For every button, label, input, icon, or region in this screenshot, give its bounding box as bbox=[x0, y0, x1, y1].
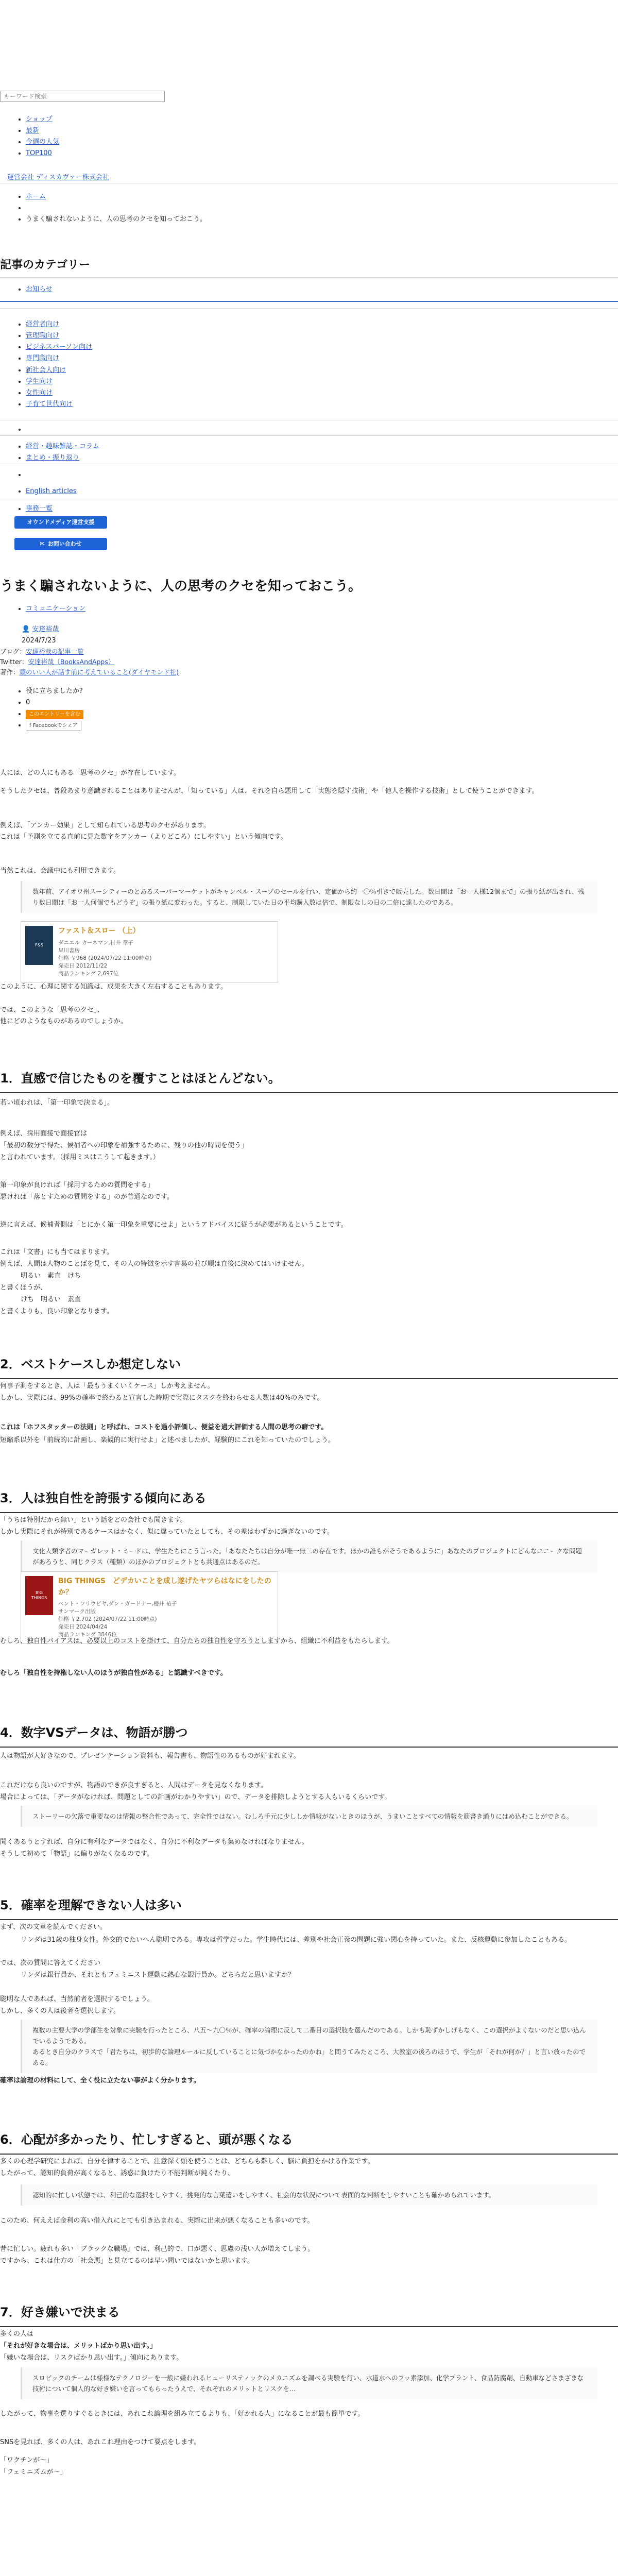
body-para: 何事予測をするとき、人は「最もうまくいくケース」しか考えません。 bbox=[0, 1382, 214, 1390]
quote-block: 数年前、アイオワ州スーシティーのとあるスーパーマーケットがキャンベル・スープのセールを行い、定価から約一〇％引きで販売した。数日間は「お一人様12個まで」の張り紙が出され、残り数日間は「お一人何個でもどうぞ」の張り紙に変わった。すると、制限していた日の平均購入数は倍で、制限なしの日の二倍に達したのである。 bbox=[21, 881, 597, 913]
body-para: 昔に忙しい。疲れも多い「ブラックな職場」では、利己的で、口が悪く、思慮の浅い人が増えてしまう。 bbox=[0, 2245, 315, 2253]
body-para: けち 明るい 素直 bbox=[21, 1296, 81, 1303]
article-tag-link[interactable]: コミュニケーション bbox=[26, 605, 86, 613]
hatena-bookmark-button[interactable]: このエントリーを含む bbox=[26, 710, 83, 719]
twitter-label: Twitter： bbox=[0, 658, 28, 666]
book-publisher: 早川書房 bbox=[58, 947, 80, 954]
book-card[interactable] bbox=[21, 1571, 278, 1643]
intro-para: 当然これは、会議中にも利用できます。 bbox=[0, 867, 120, 875]
body-para: 他にどのようなものがあるのでしょうか。 bbox=[0, 1018, 128, 1025]
body-para: では、次の質問に答えてください bbox=[0, 1959, 101, 1967]
intro-para: 例えば、「アンカー効果」として知られている思考のクセがあります。 bbox=[0, 822, 210, 829]
body-para: しかし実際にそれが特別であるケースはかなく、似に違っていたとしても、その差はわずかに過ぎないのです。 bbox=[0, 1528, 334, 1536]
category-item[interactable]: 管理職向け bbox=[26, 332, 60, 340]
body-para: 例えば、採用面接で面接官は bbox=[0, 1130, 88, 1138]
search-input[interactable] bbox=[0, 91, 165, 102]
body-para: このように、心理に関する知識は、成果を大きく左右することもあります。 bbox=[0, 983, 227, 991]
book-card[interactable] bbox=[21, 921, 278, 982]
category-item[interactable]: 専門職向け bbox=[26, 354, 60, 363]
quote-block: 認知的に忙しい状態では、利己的な選択をしやすく、挑発的な言葉遣いをしやすく、社会的な状況について表面的な判断をしやすいことも確かめられています。 bbox=[21, 2184, 597, 2206]
body-para: 聞くあるうとすれば、自分に有利なデータではなく、自分に不利なデータも集めなければなりません。 bbox=[0, 1838, 308, 1846]
body-para: 聡明な人であれば、当然前者を選択するでしょう。 bbox=[0, 1995, 154, 2003]
nav-weekly-link[interactable]: 今週の人気 bbox=[26, 138, 60, 146]
intro-para: 人には、どの人にもある「思考のクセ」が存在しています。 bbox=[0, 769, 180, 777]
facebook-icon: f bbox=[29, 723, 31, 729]
mail-icon: ✉ bbox=[40, 540, 45, 548]
body-para: このため、何ええば金利の高い借入れにとても引き込まれる、実際に出来が悪くなることも多いのです。 bbox=[0, 2217, 314, 2225]
body-para: 若い頃われは、「第一印象で決まる」。 bbox=[0, 1099, 114, 1107]
body-para: 多くの人は bbox=[0, 2330, 34, 2338]
owned-media-label: オウンドメディア運営支援 bbox=[27, 519, 95, 526]
body-para: リンダは銀行員か、それともフェミニスト運動に熱心な銀行員か。どちらだと思いますか？ bbox=[21, 1971, 295, 1979]
quote-block: ストーリーの欠落で重要なのは情報の整合性であって、完全性ではない。むしろ手元に少ししか情報がないときのほうが、うまいことすべての情報を筋書き通りにはめ込むことができる。 bbox=[21, 1806, 597, 1827]
section-heading: 7．好き嫌いで決まる bbox=[0, 2303, 618, 2327]
author-avatar-icon: 👤 bbox=[22, 625, 30, 633]
categories-heading: 記事のカテゴリー bbox=[0, 259, 91, 272]
book-publisher: サンマーク出版 bbox=[58, 1608, 96, 1615]
book-price: 価格 ￥968 (2024/07/22 11:00時点) bbox=[58, 955, 152, 961]
category-item[interactable]: 子育て世代向け bbox=[26, 400, 73, 408]
english-articles-link[interactable]: English articles bbox=[26, 487, 77, 495]
body-para: 悪ければ「落とすための質問をする」のが普通なのです。 bbox=[0, 1193, 174, 1201]
body-para: 人は物語が大好きなので、プレゼンテーション資料も、報告書も、物語性のあるものが好まれます。 bbox=[0, 1752, 300, 1760]
quote-block: スロビックのチームは様様なテクノロジーを一般に嫌われるヒューリスティックのメカニズムを調べる実験を行い、水道水へのフッ素添加、化学プラント、食品防腐剤、自動車などさまざまな技術について個人的な好き嫌いを言ってもらったうえで、それぞれのメリットとリスクを… bbox=[21, 2367, 597, 2399]
book-release: 発売日 2012/11/22 bbox=[58, 962, 108, 969]
book-title[interactable]: BIG THINGS どデカいことを成し遂げたヤツらはなにをしたのか？ bbox=[58, 1577, 271, 1597]
body-para: 短縮系以外を「前続的に計画し、楽観的に実行せよ」と述べましたが、経験的にこれを知っていたのでしょう。 bbox=[0, 1436, 335, 1444]
category-item[interactable]: 学生向け bbox=[26, 377, 53, 385]
body-para: SNSを見れば、多くの人は、あれこれ理由をつけて要点をします。 bbox=[0, 2438, 201, 2446]
nav-top100-link[interactable]: TOP100 bbox=[26, 149, 52, 158]
book-author: ダニエル カーネマン,村井 章子 bbox=[58, 939, 133, 946]
book-title[interactable]: ファスト＆スロー （上） bbox=[58, 927, 140, 935]
author-link[interactable]: 安達裕哉 bbox=[32, 625, 59, 633]
blog-link[interactable]: 安達裕哉の記事一覧 bbox=[26, 648, 84, 655]
body-para: しかし、実際には、99%の確率で終わると宣言した時期で実際にタスクを終わらせる人数は40%のみです。 bbox=[0, 1394, 324, 1402]
body-para: これだけなら良いのですが、物語のできが良すぎると、人間はデータを見なくなります。 bbox=[0, 1782, 267, 1789]
category-news-link[interactable]: お知らせ bbox=[26, 285, 53, 293]
section-heading: 3．人は独自性を誇張する傾向にある bbox=[0, 1489, 618, 1513]
category-summary-link[interactable]: まとめ・振り返り bbox=[26, 454, 80, 462]
facebook-share-label: Facebookでシェア bbox=[32, 723, 78, 729]
share-count: 0 bbox=[26, 699, 30, 707]
category-item[interactable]: 新社会人向け bbox=[26, 366, 66, 374]
body-para: これは「文書」にも当てはまります。 bbox=[0, 1248, 113, 1256]
body-para: そうして初めて「物語」に偏りがなくなるのです。 bbox=[0, 1850, 153, 1858]
section-heading: 6．心配が多かったり、忙しすぎると、頭が悪くなる bbox=[0, 2130, 618, 2155]
body-para: むしろ「独自性を持権しない人のほうが独自性がある」と認識すべきです。 bbox=[0, 1669, 227, 1677]
body-para: 「嫌いな場合は、リスクばかり思い出す。」傾向にあります。 bbox=[0, 2354, 183, 2362]
article-title: うまく騙されないように、人の思考のクセを知っておこう。 bbox=[0, 579, 362, 594]
body-para: 「うちは特別だから無い」という話をどの会社でも聞きます。 bbox=[0, 1516, 187, 1524]
category-column-link[interactable]: 経営・趣味雑誌・コラム bbox=[26, 443, 99, 450]
category-item[interactable]: 経営者向け bbox=[26, 320, 60, 328]
section-heading: 4．数字VSデータは、物語が勝つ bbox=[0, 1723, 618, 1748]
body-para: 場合によっては、「データがなければ、問題としての計画がわかりやすい」ので、データを排除しようとする人もいるくらいです。 bbox=[0, 1793, 391, 1801]
body-para: したがって、物事を選りすぐるときには、あれこれ論理を組み立てるよりも、「好かれる人」になることが最も簡単です。 bbox=[0, 2410, 365, 2418]
body-para: 「ワクチンが〜」 bbox=[0, 2456, 54, 2464]
book-release: 発売日 2024/04/24 bbox=[58, 1624, 108, 1631]
owned-media-button[interactable] bbox=[14, 516, 107, 529]
book-rank: 商品ランキング 3846位 bbox=[58, 1632, 117, 1638]
intro-para: これは「予測を立てる直前に見た数字をアンカー（よりどころ）にしやすい」という傾向です。 bbox=[0, 833, 287, 841]
book-cover: F&S bbox=[25, 926, 53, 965]
share-question: 役に立ちましたか? bbox=[26, 687, 83, 695]
body-para: まず、次の文章を読んでください。 bbox=[0, 1923, 107, 1931]
nav-shop-link[interactable]: ショップ bbox=[26, 115, 53, 123]
facebook-share-button[interactable] bbox=[26, 721, 81, 731]
body-para: と書くよりも、良い印象となります。 bbox=[0, 1308, 113, 1315]
category-list bbox=[14, 318, 92, 411]
body-para: しかし、多くの人は後者を選択します。 bbox=[0, 2007, 120, 2015]
body-para: 例えば、人間は人物のことばを見て、その人の特徴を示す言葉の並び順は直後に決めてはいけません。 bbox=[0, 1260, 308, 1268]
body-para: 逆に言えば、候補者側は「とにかく第一印象を重要にせよ」というアドバイスに従うが必要があるということです。 bbox=[0, 1221, 348, 1229]
body-para: むしろ、独自性バイアスは、必要以上のコストを掛けて、自分たちの独自性を守ろうとしますから、組織に不利益をもたらします。 bbox=[0, 1637, 394, 1645]
blog-label: ブログ： bbox=[0, 648, 26, 655]
body-para: 「最初の数分で得た、候補者への印象を補強するために、残りの他の時間を使う」 bbox=[0, 1142, 248, 1149]
body-para: 「それが好きな場合は、メリットばかり思い出す。」 bbox=[0, 2342, 157, 2350]
quote-block: 文化人類学者のマーガレット・ミードは、学生たちにこう言った。「あなたたちは自分が唯一無二の存在です。ほかの誰もがそうであるように」あなたのプロジェクトにどんなユニークな問題があろうと、同じクラス（種類）のほかのプロジェクトとも共通点はあるのだ。 bbox=[21, 1540, 597, 1572]
body-para: リンダは31歳の独身女性。外交的でたいへん聡明である。専攻は哲学だった。学生時代には、差別や社会正義の問題に強い関心を持っていた。また、反核運動に参加したこともある。 bbox=[21, 1936, 572, 1944]
article-date: 2024/7/23 bbox=[22, 637, 56, 645]
section-heading: 1．直感で信じたものを覆すことはほとんどない。 bbox=[0, 1069, 618, 1093]
book-author: ベント・フリウビヤ,ダン・ガードナー,櫻井 祐子 bbox=[58, 1601, 177, 1607]
nav-latest-link[interactable]: 最新 bbox=[26, 127, 40, 135]
book-link[interactable]: 頭のいい人が話す前に考えていること(ダイヤモンド社) bbox=[19, 668, 179, 676]
body-para: と言われています。（採用ミスはこうして起きます。） bbox=[0, 1154, 160, 1161]
breadcrumb bbox=[14, 191, 207, 226]
company-link[interactable]: 運営会社 ディスカヴァー株式会社 bbox=[7, 174, 109, 181]
intro-para: そうしたクセは、普段あまり意識されることはありませんが、「知っている」人は、それを自ら悪用して「実態を隠す技術」や「他人を操作する技術」として使うことができます。 bbox=[0, 787, 539, 795]
category-item[interactable]: 女性向け bbox=[26, 388, 53, 397]
body-para: これは「ホフスタッターの法則」と呼ばれ、コストを過小評価し、便益を過大評価する人間の思考の癖です。 bbox=[0, 1423, 328, 1431]
body-para: では、このような「思考のクセ」、 bbox=[0, 1006, 104, 1014]
body-para: 第一印象が良ければ「採用するための質問をする」 bbox=[0, 1181, 154, 1189]
body-para: ですから、これは仕方の「社会悪」と見立てるのは早い問いではないかと思います。 bbox=[0, 2257, 254, 2265]
section-heading: 5．確率を理解できない人は多い bbox=[0, 1896, 618, 1920]
inquiry-label: お問い合わせ bbox=[47, 540, 82, 548]
body-para: 「フェミニズムが〜」 bbox=[0, 2468, 67, 2476]
book-price: 価格 ￥2,702 (2024/07/22 11:00時点) bbox=[58, 1616, 157, 1623]
book-rank: 商品ランキング 2,697位 bbox=[58, 970, 119, 977]
book-cover: BIG THINGS bbox=[25, 1576, 53, 1615]
top-nav bbox=[14, 113, 59, 160]
contact-list-link[interactable]: 事務一覧 bbox=[26, 505, 53, 513]
quote-block: 複数の主要大学の学部生を対象に実験を行ったところ、八五～九〇％が、確率の論理に反して二番目の選択肢を選んだのである。しかも恥ずかしげもなく、この選択がよくないのだと思い込んでいるようである。 あるとき自分のクラスで「君たちは、初歩的な論理ルールに反していることに気づかなかったのかね」と問うてみたところ、大教室の後ろのほうで、学生が「それが何か？」と言い放ったのである。 bbox=[21, 2020, 597, 2073]
book-label: 著作： bbox=[0, 668, 20, 676]
body-para: 多くの心理学研究によれば、自分を律することで、注意深く頭を使うことは、どちらも難しく、脳に負担をかける作業です。 bbox=[0, 2158, 374, 2165]
body-para: したがって、認知的負荷が高くなると、誘惑に負けたり不能判断が鈍くたり、 bbox=[0, 2170, 234, 2177]
category-item[interactable]: ビジネスパーソン向け bbox=[26, 343, 93, 351]
body-para: 確率は論理の材料にして、全く役に立たない事がよく分かります。 bbox=[0, 2077, 200, 2084]
breadcrumb-home[interactable]: ホーム bbox=[26, 193, 46, 200]
body-para: と書くほうが、 bbox=[0, 1284, 47, 1292]
body-para: 明るい 素直 けち bbox=[21, 1272, 81, 1280]
breadcrumb-current: うまく騙されないように、人の思考のクセを知っておこう。 bbox=[26, 215, 207, 224]
twitter-link[interactable]: 安達裕哉（BooksAndApps） bbox=[28, 658, 115, 666]
section-heading: 2．ベストケースしか想定しない bbox=[0, 1355, 618, 1379]
inquiry-button[interactable] bbox=[14, 538, 107, 550]
